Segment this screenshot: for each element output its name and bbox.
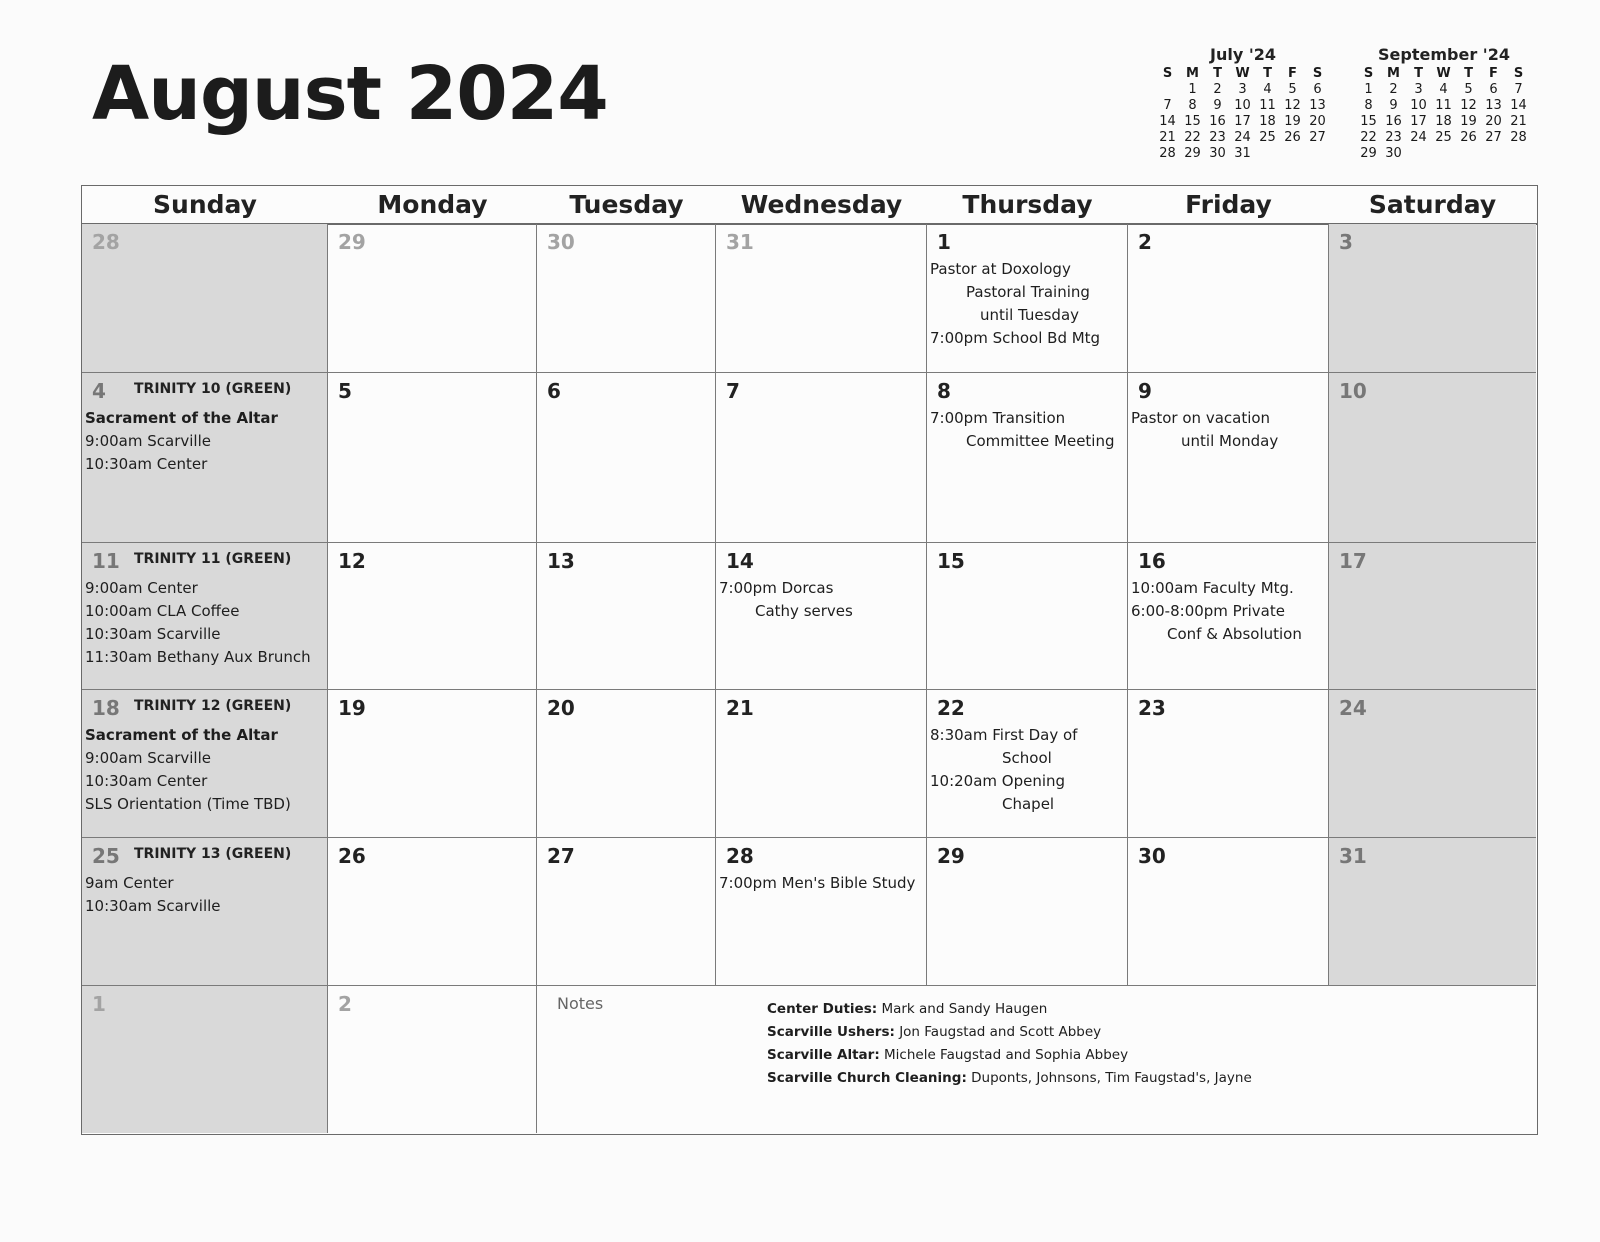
event-list: [719, 577, 924, 623]
event-list: [85, 872, 325, 918]
day-cell[interactable]: [328, 690, 537, 838]
event-line: 9am Center: [85, 874, 174, 892]
mini-day: 3: [1238, 82, 1247, 97]
day-cell[interactable]: [537, 690, 716, 838]
day-cell[interactable]: [328, 986, 537, 1133]
event-line: 10:30am Scarville: [85, 897, 221, 915]
mini-day: 9: [1213, 98, 1222, 113]
day-cell[interactable]: [1128, 838, 1329, 986]
notes-line: [767, 998, 1252, 1021]
day-number: 2: [1138, 230, 1152, 254]
mini-day: [1406, 146, 1431, 162]
event-list: [719, 872, 924, 895]
day-number: 23: [1138, 696, 1166, 720]
mini-weekday-letter: S: [1513, 66, 1524, 81]
mini-weekday-letter: S: [1312, 66, 1323, 81]
event-line: 8:30am First Day of: [930, 726, 1078, 744]
mini-day: [1155, 82, 1180, 98]
notes-label: Notes: [557, 994, 604, 1013]
day-number: 5: [338, 379, 352, 403]
mini-weekday-letter: F: [1288, 66, 1297, 81]
mini-day: 23: [1209, 130, 1226, 145]
mini-day: 17: [1410, 114, 1427, 129]
mini-day: [1506, 146, 1531, 162]
event-line: 9:00am Scarville: [85, 749, 211, 767]
notes-line-value: Michele Faugstad and Sophia Abbey: [884, 1047, 1129, 1063]
day-cell[interactable]: [716, 543, 927, 690]
day-cell[interactable]: [1329, 543, 1536, 690]
mini-day: 6: [1313, 82, 1322, 97]
day-cell[interactable]: [1329, 224, 1536, 373]
event-line: Sacrament of the Altar: [85, 726, 278, 744]
weekday-header-sunday: Sunday: [153, 190, 257, 219]
mini-day: 17: [1234, 114, 1251, 129]
mini-day: 31: [1234, 146, 1251, 161]
mini-day: 3: [1414, 82, 1423, 97]
mini-day: 29: [1184, 146, 1201, 161]
event-line: Pastoral Training: [966, 283, 1090, 301]
event-line: 10:30am Center: [85, 772, 208, 790]
event-line: 7:00pm Dorcas: [719, 579, 834, 597]
mini-day: 12: [1284, 98, 1301, 113]
day-number: 1: [92, 992, 106, 1016]
day-number: 26: [338, 844, 366, 868]
mini-weekday-letter: W: [1235, 66, 1250, 81]
day-cell[interactable]: [716, 373, 927, 543]
mini-day: 6: [1489, 82, 1498, 97]
day-cell[interactable]: [716, 224, 927, 373]
day-cell[interactable]: [927, 224, 1128, 373]
day-number: 24: [1339, 696, 1367, 720]
mini-day: 20: [1485, 114, 1502, 129]
event-line: 7:00pm Men's Bible Study: [719, 874, 916, 892]
weekday-header-monday: Monday: [377, 190, 488, 219]
notes-line-value: Mark and Sandy Haugen: [881, 1001, 1048, 1017]
day-number: 22: [937, 696, 965, 720]
mini-day: [1456, 146, 1481, 162]
mini-day: 25: [1435, 130, 1452, 145]
event-line: 7:00pm Transition: [930, 409, 1066, 427]
mini-day: 4: [1263, 82, 1272, 97]
notes-line-label: Scarville Church Cleaning:: [767, 1070, 967, 1086]
mini-calendar-september: [1356, 44, 1532, 162]
event-list: [930, 724, 1125, 816]
day-number: 14: [726, 549, 754, 573]
mini-day: 7: [1163, 98, 1172, 113]
day-number: 29: [338, 230, 366, 254]
weekday-header-wednesday: Wednesday: [740, 190, 903, 219]
day-cell[interactable]: [537, 838, 716, 986]
liturgical-heading: TRINITY 10 (GREEN): [134, 381, 292, 397]
mini-day: 13: [1309, 98, 1326, 113]
mini-day: 18: [1259, 114, 1276, 129]
mini-day: 21: [1159, 130, 1176, 145]
notes-area: [537, 986, 1536, 1133]
notes-line-label: Center Duties:: [767, 1001, 878, 1017]
day-cell[interactable]: [328, 838, 537, 986]
event-line: Cathy serves: [755, 602, 853, 620]
event-list: [85, 407, 325, 476]
day-number: 31: [726, 230, 754, 254]
mini-day: 21: [1510, 114, 1527, 129]
mini-weekday-letter: W: [1436, 66, 1451, 81]
event-list: [85, 724, 325, 816]
event-line: Pastor on vacation: [1131, 409, 1271, 427]
event-line: Conf & Absolution: [1167, 625, 1302, 643]
mini-weekday-letter: M: [1387, 66, 1400, 81]
mini-day: [1305, 146, 1330, 162]
weekday-header-saturday: Saturday: [1368, 190, 1497, 219]
mini-day: 10: [1410, 98, 1427, 113]
mini-day: [1255, 146, 1280, 162]
event-list: [930, 407, 1125, 453]
mini-day: 24: [1234, 130, 1251, 145]
day-cell[interactable]: [1128, 690, 1329, 838]
day-cell[interactable]: [1128, 543, 1329, 690]
event-line: until Monday: [1181, 432, 1279, 450]
mini-day: 1: [1188, 82, 1197, 97]
mini-day: 30: [1385, 146, 1402, 161]
mini-day: 27: [1485, 130, 1502, 145]
event-line: School: [1002, 749, 1052, 767]
mini-day: 2: [1213, 82, 1222, 97]
day-cell[interactable]: [716, 690, 927, 838]
notes-line: [767, 1044, 1252, 1067]
day-cell[interactable]: [927, 838, 1128, 986]
mini-day: 24: [1410, 130, 1427, 145]
mini-day: 10: [1234, 98, 1251, 113]
event-list: [85, 577, 325, 669]
day-number: 3: [1339, 230, 1353, 254]
day-number: 16: [1138, 549, 1166, 573]
liturgical-heading: TRINITY 11 (GREEN): [134, 551, 292, 567]
event-line: Sacrament of the Altar: [85, 409, 278, 427]
mini-day: 5: [1464, 82, 1473, 97]
mini-day: 1: [1364, 82, 1373, 97]
mini-weekday-letter: S: [1162, 66, 1173, 81]
weekday-header-thursday: Thursday: [962, 190, 1093, 219]
day-cell[interactable]: [537, 224, 716, 373]
event-line: 10:00am Faculty Mtg.: [1131, 579, 1294, 597]
notes-line-label: Scarville Altar:: [767, 1047, 880, 1063]
mini-day: 16: [1385, 114, 1402, 129]
mini-day: [1431, 146, 1456, 162]
event-line: 10:30am Center: [85, 455, 208, 473]
day-number: 27: [547, 844, 575, 868]
mini-day: 27: [1309, 130, 1326, 145]
day-number: 1: [937, 230, 951, 254]
mini-weekday-letter: T: [1414, 66, 1423, 81]
day-number: 18: [92, 696, 120, 720]
weekday-header-friday: Friday: [1185, 190, 1272, 219]
mini-weekday-letter: T: [1464, 66, 1473, 81]
notes-body: [767, 998, 1252, 1090]
event-line: 11:30am Bethany Aux Brunch: [85, 648, 311, 666]
day-number: 25: [92, 844, 120, 868]
day-number: 2: [338, 992, 352, 1016]
day-cell[interactable]: [716, 838, 927, 986]
notes-line: [767, 1021, 1252, 1044]
event-line: Chapel: [1002, 795, 1055, 813]
day-number: 4: [92, 379, 106, 403]
mini-day: 26: [1284, 130, 1301, 145]
mini-day: 26: [1460, 130, 1477, 145]
mini-calendar-title: September '24: [1378, 45, 1510, 64]
day-number: 30: [547, 230, 575, 254]
day-number: 13: [547, 549, 575, 573]
mini-weekday-letter: T: [1263, 66, 1272, 81]
event-line: SLS Orientation (Time TBD): [85, 795, 291, 813]
day-number: 10: [1339, 379, 1367, 403]
mini-day: 19: [1460, 114, 1477, 129]
mini-day: 14: [1510, 98, 1527, 113]
day-cell[interactable]: [82, 543, 328, 690]
day-number: 11: [92, 549, 120, 573]
day-cell[interactable]: [328, 373, 537, 543]
event-line: 7:00pm School Bd Mtg: [930, 329, 1101, 347]
notes-line-value: Jon Faugstad and Scott Abbey: [899, 1024, 1102, 1040]
day-cell[interactable]: [537, 373, 716, 543]
mini-day: [1481, 146, 1506, 162]
mini-day: 5: [1288, 82, 1297, 97]
notes-line-value: Duponts, Johnsons, Tim Faugstad's, Jayne: [971, 1070, 1252, 1086]
day-cell[interactable]: [1329, 690, 1536, 838]
mini-day: 13: [1485, 98, 1502, 113]
event-line: 10:30am Scarville: [85, 625, 221, 643]
mini-day: 20: [1309, 114, 1326, 129]
day-number: 28: [726, 844, 754, 868]
liturgical-heading: TRINITY 12 (GREEN): [134, 698, 292, 714]
event-line: Committee Meeting: [966, 432, 1115, 450]
day-cell[interactable]: [1329, 838, 1536, 986]
mini-day: 2: [1389, 82, 1398, 97]
day-number: 6: [547, 379, 561, 403]
day-cell[interactable]: [1329, 373, 1536, 543]
day-number: 15: [937, 549, 965, 573]
day-number: 7: [726, 379, 740, 403]
mini-day: 12: [1460, 98, 1477, 113]
day-number: 12: [338, 549, 366, 573]
day-number: 31: [1339, 844, 1367, 868]
mini-day: 29: [1360, 146, 1377, 161]
weekday-header-tuesday: Tuesday: [569, 190, 684, 219]
month-calendar-grid: [81, 185, 1538, 1135]
day-cell[interactable]: [82, 690, 328, 838]
mini-calendar-title: July '24: [1210, 45, 1276, 64]
day-cell[interactable]: [328, 224, 537, 373]
mini-day: 22: [1360, 130, 1377, 145]
mini-day: 7: [1514, 82, 1523, 97]
mini-day: 28: [1159, 146, 1176, 161]
event-line: 9:00am Center: [85, 579, 198, 597]
event-line: 10:20am Opening: [930, 772, 1066, 790]
day-number: 30: [1138, 844, 1166, 868]
liturgical-heading: TRINITY 13 (GREEN): [134, 846, 292, 862]
event-line: Pastor at Doxology: [930, 260, 1071, 278]
mini-day: 23: [1385, 130, 1402, 145]
mini-day: 8: [1188, 98, 1197, 113]
mini-day: 15: [1360, 114, 1377, 129]
mini-day: 15: [1184, 114, 1201, 129]
day-number: 9: [1138, 379, 1152, 403]
day-cell[interactable]: [82, 838, 328, 986]
event-line: 9:00am Scarville: [85, 432, 211, 450]
day-cell[interactable]: [927, 690, 1128, 838]
day-cell[interactable]: [1128, 373, 1329, 543]
event-list: [1131, 407, 1326, 453]
day-cell[interactable]: [82, 224, 328, 373]
day-number: 8: [937, 379, 951, 403]
notes-line: [767, 1067, 1252, 1090]
day-cell[interactable]: [328, 543, 537, 690]
mini-day: 11: [1259, 98, 1276, 113]
mini-weekday-letter: M: [1186, 66, 1199, 81]
day-number: 20: [547, 696, 575, 720]
mini-day: 14: [1159, 114, 1176, 129]
day-cell[interactable]: [82, 373, 328, 543]
event-line: 10:00am CLA Coffee: [85, 602, 240, 620]
mini-day: 11: [1435, 98, 1452, 113]
event-line: 6:00-8:00pm Private: [1131, 602, 1285, 620]
day-number: 21: [726, 696, 754, 720]
day-cell[interactable]: [927, 543, 1128, 690]
mini-weekday-letter: T: [1213, 66, 1222, 81]
day-number: 19: [338, 696, 366, 720]
mini-day: [1280, 146, 1305, 162]
event-line: until Tuesday: [980, 306, 1080, 324]
mini-day: 30: [1209, 146, 1226, 161]
mini-weekday-letter: F: [1489, 66, 1498, 81]
notes-line-label: Scarville Ushers:: [767, 1024, 895, 1040]
day-number: 17: [1339, 549, 1367, 573]
mini-day: 9: [1389, 98, 1398, 113]
day-number: 28: [92, 230, 120, 254]
mini-day: 4: [1439, 82, 1448, 97]
mini-day: 25: [1259, 130, 1276, 145]
day-cell[interactable]: [82, 986, 328, 1133]
day-cell[interactable]: [1128, 224, 1329, 373]
mini-day: 22: [1184, 130, 1201, 145]
event-list: [930, 258, 1125, 350]
page-title: August 2024: [92, 51, 608, 137]
mini-calendar-july: [1155, 44, 1331, 162]
day-cell[interactable]: [927, 373, 1128, 543]
event-list: [1131, 577, 1326, 646]
day-cell[interactable]: [537, 543, 716, 690]
mini-day: 8: [1364, 98, 1373, 113]
mini-day: 28: [1510, 130, 1527, 145]
mini-day: 18: [1435, 114, 1452, 129]
mini-day: 19: [1284, 114, 1301, 129]
day-number: 29: [937, 844, 965, 868]
mini-weekday-letter: S: [1363, 66, 1374, 81]
mini-day: 16: [1209, 114, 1226, 129]
